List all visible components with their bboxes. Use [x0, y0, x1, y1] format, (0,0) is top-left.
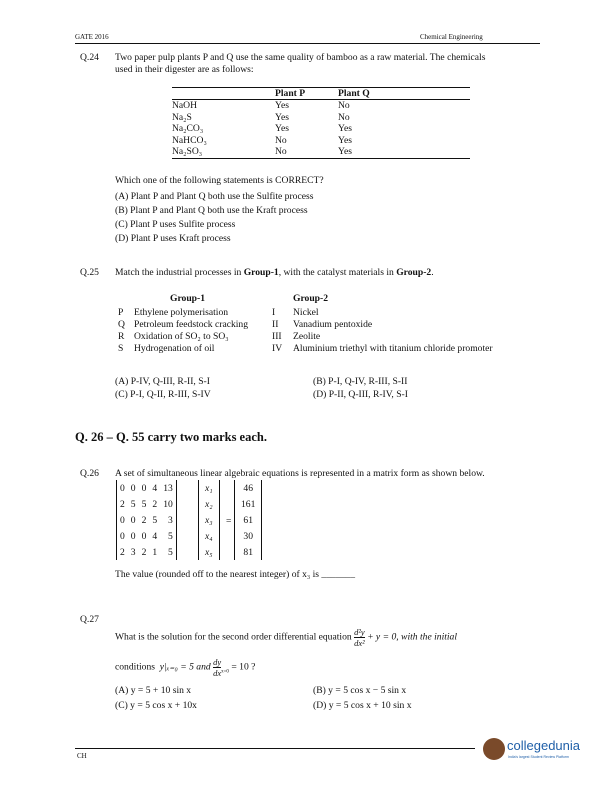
matrix-cell: 2 [141, 514, 147, 526]
header-rule [75, 43, 540, 44]
matrix-cell: 0 [130, 514, 136, 526]
matrix-cell: 0 [141, 482, 147, 494]
matrix-cell: 0 [130, 482, 136, 494]
table-cell: Yes [275, 123, 289, 134]
matrix-cell: x₁ [205, 482, 213, 494]
matrix-cell: 4 [152, 530, 158, 542]
footer-code: CH [77, 752, 87, 760]
matrix-cell: 2 [120, 498, 125, 510]
group2-title: Group-2 [293, 293, 329, 304]
rhs-vector [234, 480, 262, 560]
matrix-cell: 2 [141, 546, 147, 558]
matrix-cell: x₅ [205, 546, 213, 558]
table-cell: Na₂S [172, 111, 192, 123]
section-heading: Q. 26 – Q. 55 carry two marks each. [75, 430, 267, 444]
coefficient-matrix [116, 480, 177, 560]
matrix-cell: 10 [163, 498, 173, 510]
q25-option-c: (C) P-I, Q-II, R-III, S-IV [115, 389, 211, 400]
table-header-plant-p: Plant P [275, 88, 306, 99]
q24-text-2: used in their digester are as follows: [115, 64, 254, 75]
matrix-cell: 161 [241, 498, 256, 510]
group2-item: Nickel [293, 307, 319, 318]
group2-item: Zeolite [293, 331, 321, 342]
matrix-cell: 5 [167, 546, 173, 558]
q24-text: Two paper pulp plants P and Q use the same quality of bamboo as a raw material. The chemicals [115, 52, 486, 63]
table-cell: No [338, 100, 350, 111]
matrix-cell: 0 [141, 530, 147, 542]
q25-option-d: (D) P-II, Q-III, R-IV, S-I [313, 389, 408, 400]
footer-rule [75, 748, 475, 749]
q27-option-d: (D) y = 5 cos x + 10 sin x [313, 700, 412, 711]
q27-conditions: conditions y|ₓ₌₀ = 5 and $\frac{dy}{dx}$ $_{x=0}$ = 10 ? [115, 657, 256, 678]
variable-vector [198, 480, 220, 560]
group1-item: Petroleum feedstock cracking [134, 319, 249, 330]
group1-key: Q [118, 319, 125, 330]
matrix-cell: x₄ [205, 530, 213, 542]
table-cell: Yes [275, 111, 289, 123]
group1-key: S [118, 343, 124, 354]
q27-option-a: (A) y = 5 + 10 sin x [115, 685, 192, 696]
q24-prompt: Which one of the following statements is CORRECT? [115, 175, 324, 186]
table-cell: Na₂SO₃ [172, 146, 203, 157]
table-cell: NaOH [172, 100, 198, 111]
matrix-cell: 81 [243, 546, 253, 558]
matrix-cell: 30 [243, 530, 253, 542]
group1-item: Oxidation of SO₂ to SO₃ [134, 331, 229, 342]
table-cell: No [275, 134, 287, 146]
table-cell: NaHCO₃ [172, 134, 207, 146]
table-cell: Yes [275, 100, 289, 111]
q27-option-b: (B) y = 5 cos x − 5 sin x [313, 685, 407, 696]
matrix-cell: 61 [243, 514, 253, 526]
group1-item: Hydrogenation of oil [134, 343, 215, 354]
table-cell: No [275, 146, 287, 157]
matrix-cell: 2 [120, 546, 125, 558]
matrix-cell: 3 [167, 514, 173, 526]
q26-number: Q.26 [80, 468, 99, 479]
group2-item: Vanadium pentoxide [293, 319, 373, 330]
q24-option-b: (B) Plant P and Plant Q both use the Kraft process [115, 205, 308, 216]
header-left: GATE 2016 [75, 33, 109, 41]
table-cell: Yes [338, 134, 352, 146]
collegedunia-logo-icon [483, 738, 505, 760]
group2-item: Aluminium triethyl with titanium chloride promoter [293, 343, 493, 354]
matrix-cell: 5 [141, 498, 147, 510]
matrix-cell: 5 [130, 498, 136, 510]
group1-key: P [118, 307, 124, 318]
logo-text: collegedunia [507, 738, 581, 753]
header-right: Chemical Engineering [420, 33, 483, 41]
table-cell: Yes [338, 123, 352, 134]
matrix-cell: 2 [152, 498, 158, 510]
q26-question: The value (rounded off to the nearest integer) of x₃ is _______ [115, 569, 356, 580]
matrix-cell: 3 [130, 546, 136, 558]
q25-option-a: (A) P-IV, Q-III, R-II, S-I [115, 376, 210, 387]
matrix-cell: 13 [163, 482, 173, 494]
q25-number: Q.25 [80, 267, 99, 278]
table-cell: Yes [338, 146, 352, 157]
group2-key: III [272, 331, 282, 342]
group1-item: Ethylene polymerisation [134, 307, 229, 318]
q26-text: A set of simultaneous linear algebraic equations is represented in a matrix form as shown below. [115, 468, 485, 479]
table-cell: No [338, 111, 350, 123]
matrix-cell: 0 [120, 482, 125, 494]
q24-number: Q.24 [80, 52, 99, 63]
matrix-cell: 46 [243, 482, 253, 494]
logo-tagline: India's largest Student Review Platform [508, 755, 569, 759]
matrix-cell: 5 [167, 530, 173, 542]
matrix-cell: x₃ [205, 514, 213, 526]
q27-text: What is the solution for the second order differential equation $\frac{\text{d²y}}{\text{dx²}}$ + y = 0, with the initial [115, 627, 458, 648]
matrix-cell: 5 [152, 514, 158, 526]
group2-key: IV [272, 343, 283, 354]
q24-option-c: (C) Plant P uses Sulfite process [115, 219, 236, 230]
table-cell: Na₂CO₃ [172, 123, 204, 134]
q24-option-a: (A) Plant P and Plant Q both use the Sulfite process [115, 191, 314, 202]
q24-option-d: (D) Plant P uses Kraft process [115, 233, 231, 244]
q27-number: Q.27 [80, 614, 99, 625]
group2-key: I [272, 307, 276, 318]
matrix-cell: x₂ [205, 498, 213, 510]
equals-sign: = [226, 516, 232, 527]
q25-option-b: (B) P-I, Q-IV, R-III, S-II [313, 376, 408, 387]
matrix-cell: 0 [130, 530, 136, 542]
matrix-cell: 0 [120, 514, 125, 526]
matrix-cell: 4 [152, 482, 158, 494]
group1-title: Group-1 [170, 293, 206, 304]
matrix-cell: 1 [152, 546, 158, 558]
group2-key: II [272, 319, 279, 330]
table-header-rule [172, 99, 470, 100]
group1-key: R [118, 331, 125, 342]
q25-text: Match the industrial processes in Group-1, with the catalyst materials in Group-2. [115, 267, 434, 278]
matrix-cell: 0 [120, 530, 125, 542]
q27-option-c: (C) y = 5 cos x + 10x [115, 700, 197, 711]
table-bottom-rule [172, 158, 470, 159]
table-header-plant-q: Plant Q [338, 88, 370, 99]
table-top-rule [172, 87, 470, 88]
